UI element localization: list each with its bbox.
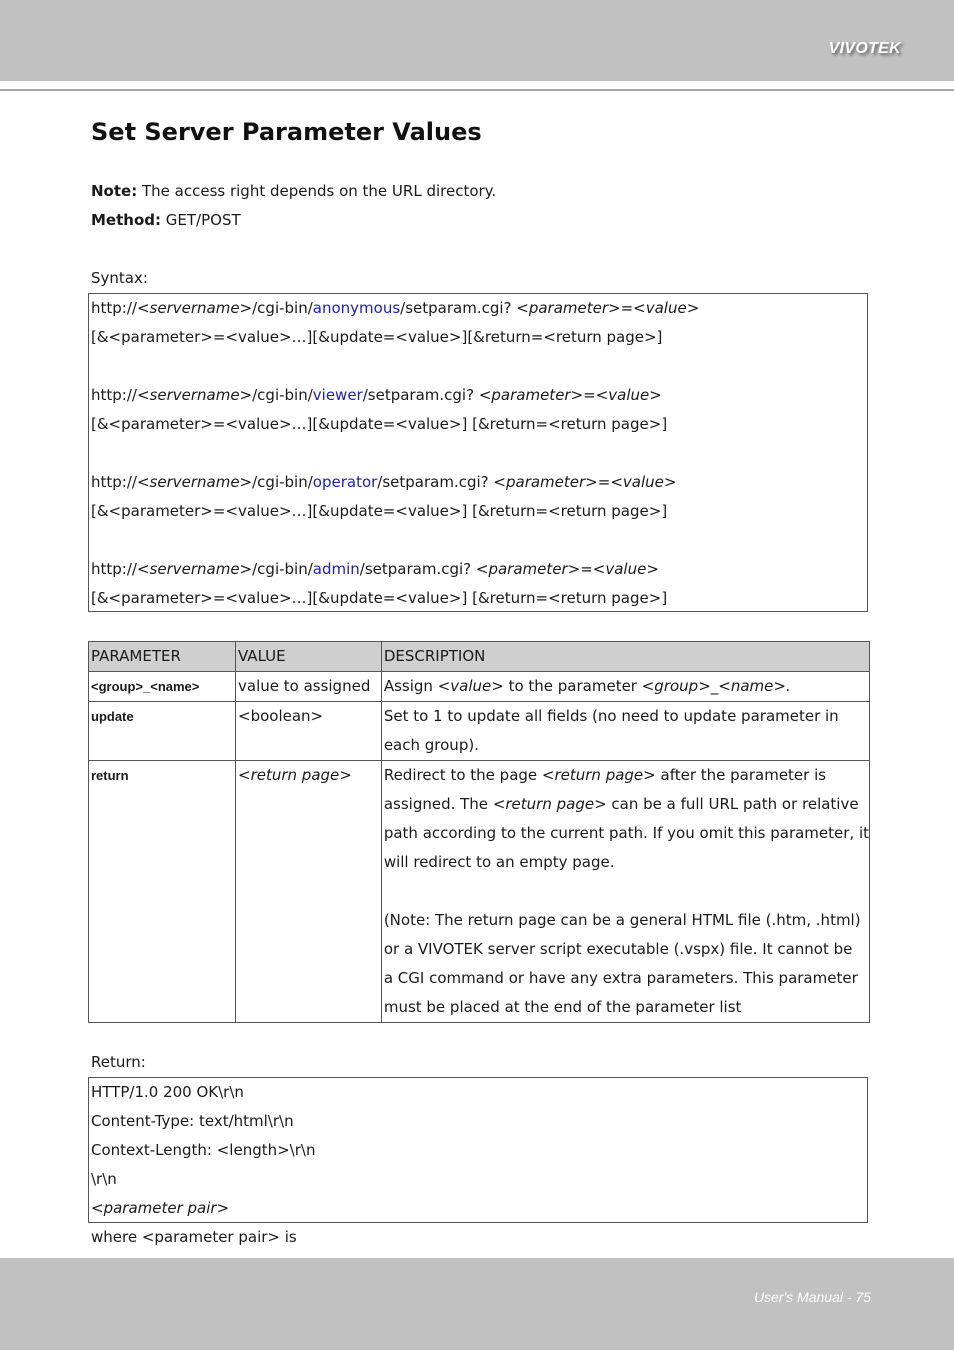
method-label: Method: [91, 211, 161, 229]
return-line: \r\n [91, 1170, 117, 1188]
note-line [91, 177, 496, 206]
table-row [89, 761, 870, 1023]
header-divider [0, 89, 954, 91]
param-name: update [89, 702, 236, 761]
where-text: where <parameter pair> is [91, 1228, 297, 1246]
parameter-table [88, 641, 870, 1023]
syntax-url-line: http://<servername>/cgi-bin/viewer/setparam.cgi? <parameter>=<value> [91, 386, 662, 404]
param-description: Redirect to the page <return page> after the parameter is assigned. The <return page> can be a full URL path or relative path according to the current path. If you omit this parameter, it will redirect to an empty page. (Note: The return page can be a general HTML file (.htm, .html) or a VIVOTEK server script executable (.vspx) file. It cannot be a CGI command or have any extra parameters. This parameter must be placed at the end of the parameter list [381, 761, 869, 1023]
cgi-directory-link: anonymous [312, 299, 401, 317]
method-line [91, 206, 241, 235]
brand-logo: VIVOTEK [828, 40, 901, 57]
table-row [89, 672, 870, 702]
note-label: Note: [91, 182, 138, 200]
param-name: return [89, 761, 236, 1023]
column-header: DESCRIPTION [381, 642, 869, 672]
param-description: Set to 1 to update all fields (no need to update parameter in each group). [381, 702, 869, 761]
column-header: PARAMETER [89, 642, 236, 672]
note-text: The access right depends on the URL directory. [141, 182, 497, 200]
param-value: <boolean> [236, 702, 382, 761]
page-footer [0, 1258, 954, 1350]
syntax-label: Syntax: [91, 269, 148, 287]
syntax-args-line: [&<parameter>=<value>…][&update=<value>] [&return=<return page>] [91, 589, 668, 607]
syntax-spacer [89, 526, 867, 555]
return-line: Context-Length: <length>\r\n [91, 1141, 316, 1159]
page-title: Set Server Parameter Values [91, 118, 482, 146]
method-text: GET/POST [165, 211, 241, 229]
table-header-row [89, 642, 870, 672]
syntax-spacer [89, 439, 867, 468]
return-line: HTTP/1.0 200 OK\r\n [91, 1083, 244, 1101]
syntax-args-line: [&<parameter>=<value>…][&update=<value>] [&return=<return page>] [91, 502, 668, 520]
cgi-directory-link: operator [312, 473, 378, 491]
page-header [0, 0, 954, 81]
syntax-box [88, 293, 868, 612]
syntax-spacer [89, 352, 867, 381]
syntax-url-line: http://<servername>/cgi-bin/anonymous/setparam.cgi? <parameter>=<value> [91, 299, 700, 317]
param-value: value to assigned [236, 672, 382, 702]
syntax-args-line: [&<parameter>=<value>…][&update=<value>][&return=<return page>] [91, 328, 663, 346]
syntax-args-line: [&<parameter>=<value>…][&update=<value>] [&return=<return page>] [91, 415, 668, 433]
return-line: <parameter pair> [91, 1199, 230, 1217]
return-box [88, 1077, 868, 1223]
syntax-url-line: http://<servername>/cgi-bin/operator/setparam.cgi? <parameter>=<value> [91, 473, 677, 491]
param-name: <group>_<name> [89, 672, 236, 702]
syntax-url-line: http://<servername>/cgi-bin/admin/setparam.cgi? <parameter>=<value> [91, 560, 659, 578]
return-label: Return: [91, 1053, 146, 1071]
return-line: Content-Type: text/html\r\n [91, 1112, 294, 1130]
table-row [89, 702, 870, 761]
param-description: Assign <value> to the parameter <group>_<name>. [381, 672, 869, 702]
cgi-directory-link: admin [312, 560, 360, 578]
cgi-directory-link: viewer [312, 386, 363, 404]
page-number: User's Manual - 75 [753, 1289, 871, 1305]
param-value: <return page> [236, 761, 382, 1023]
column-header: VALUE [236, 642, 382, 672]
